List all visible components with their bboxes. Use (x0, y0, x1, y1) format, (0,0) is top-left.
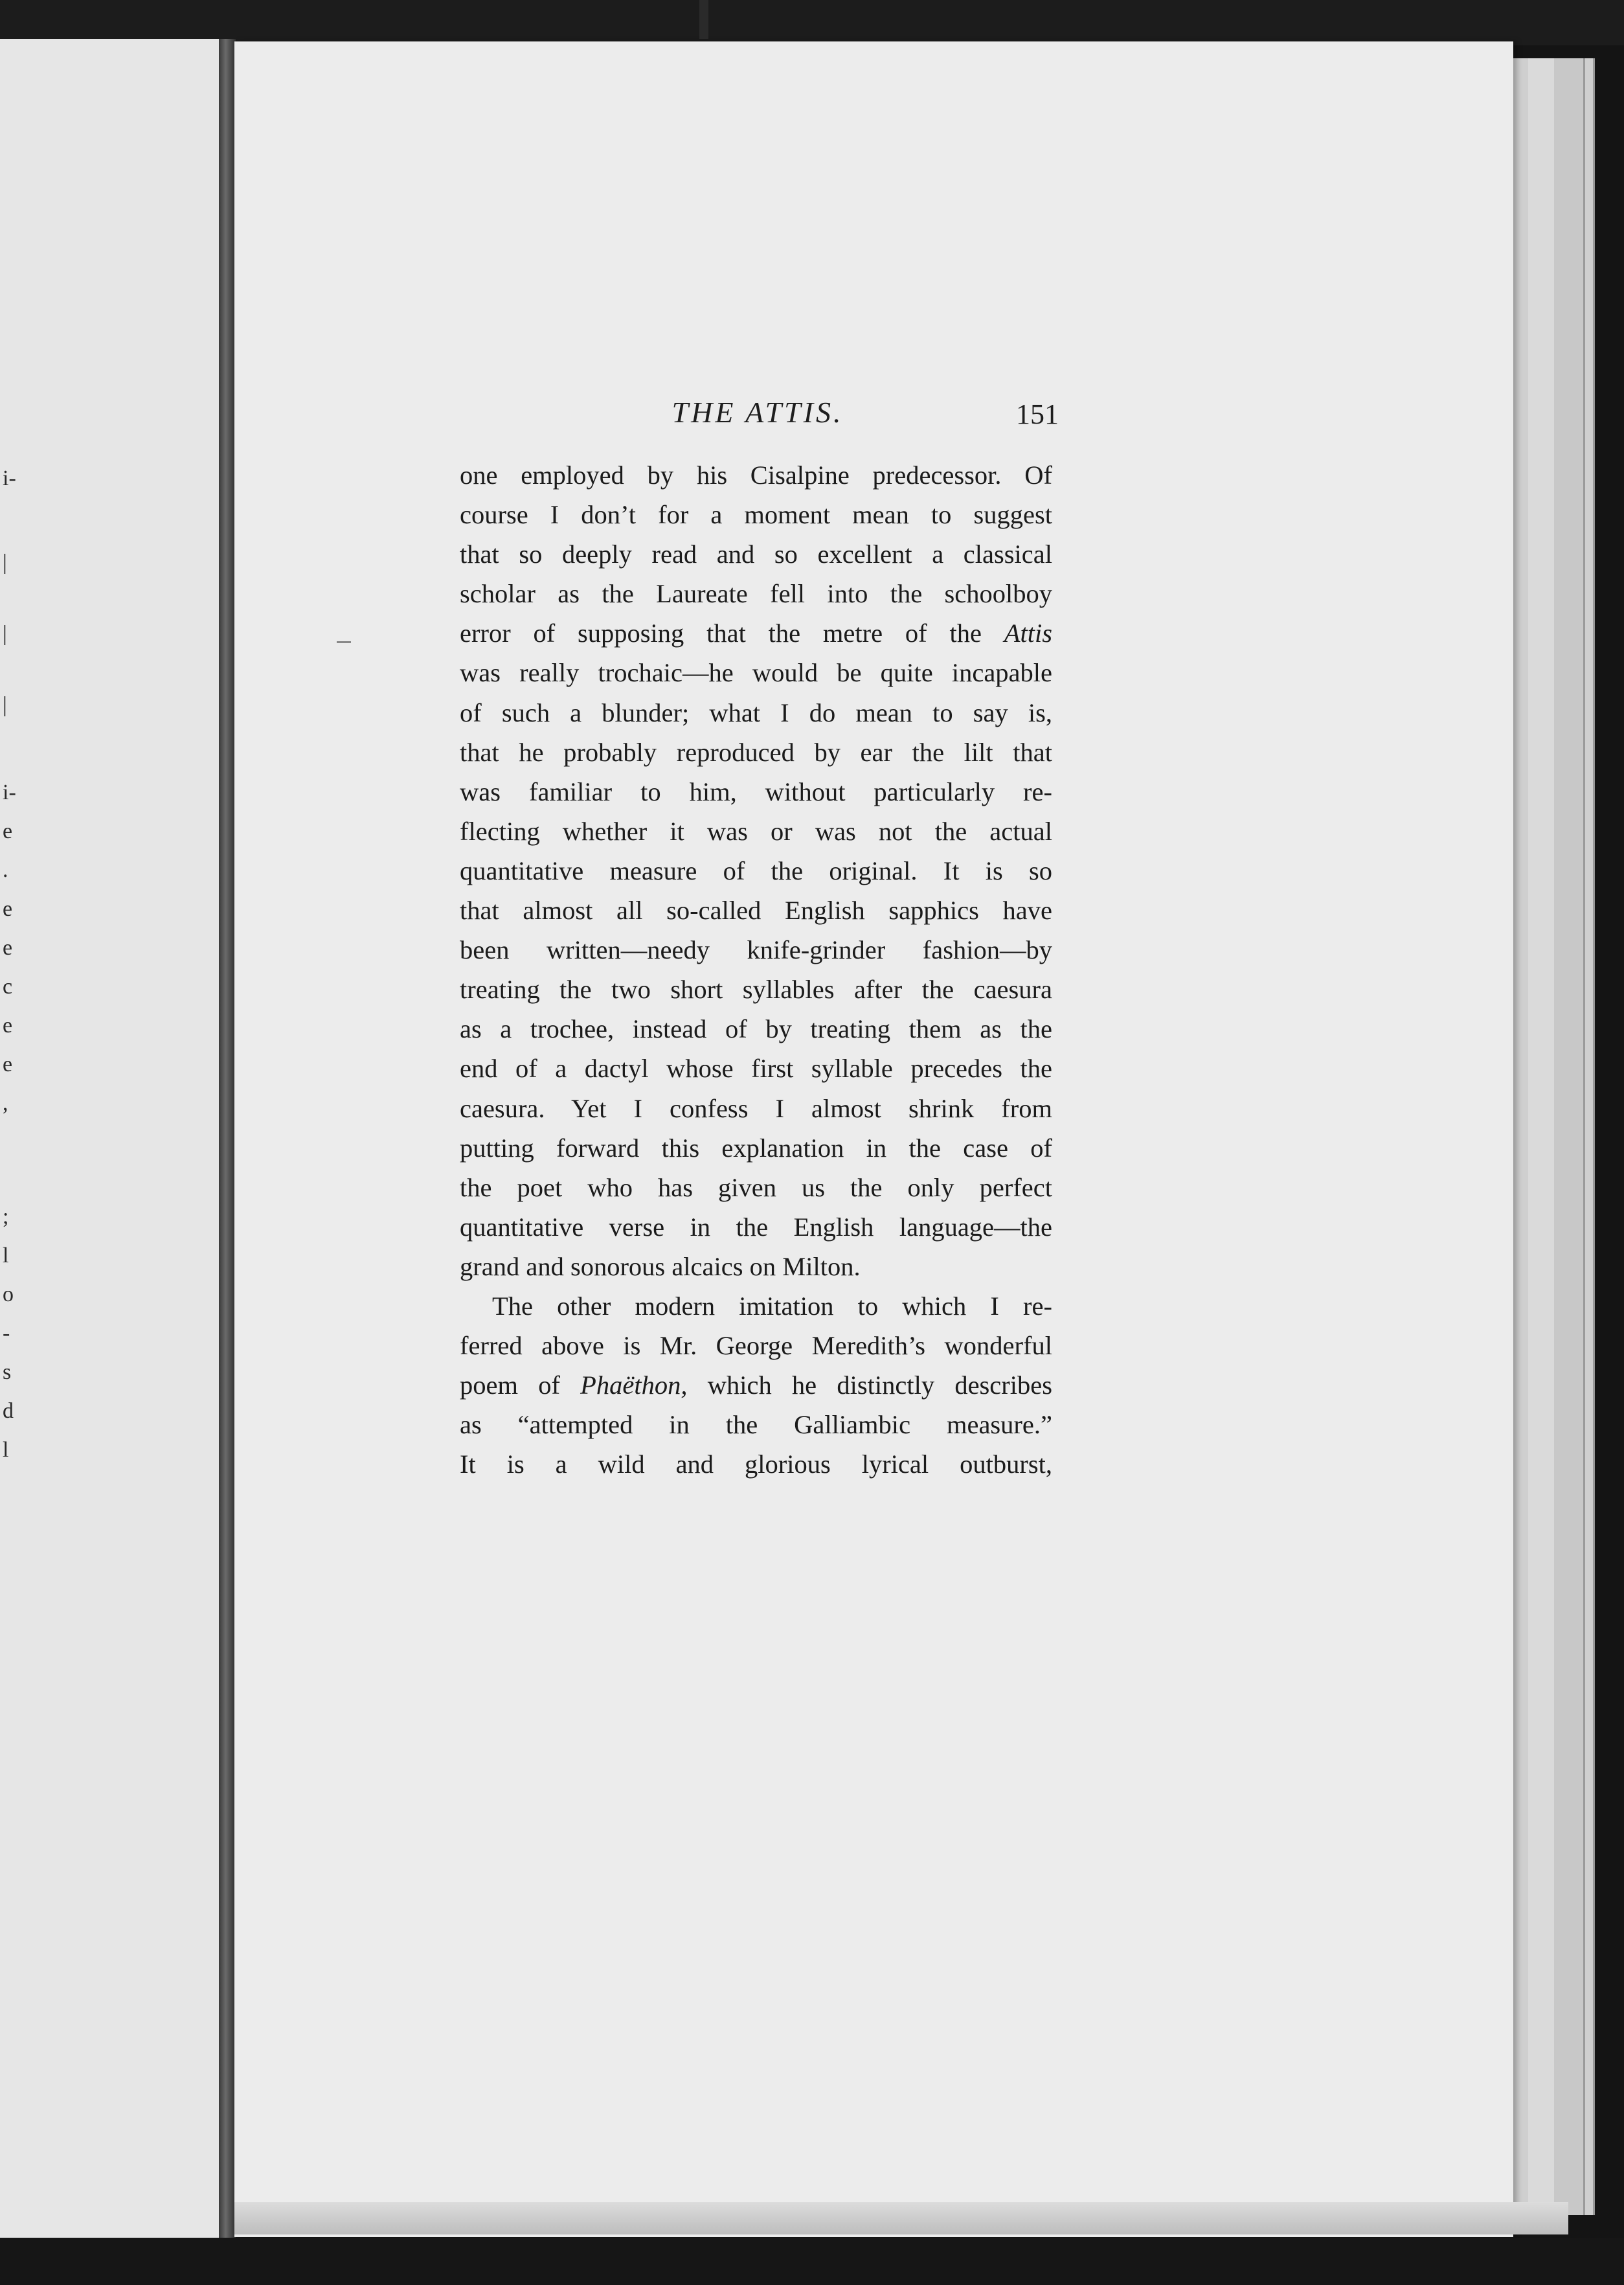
edge-fragment: e (3, 1052, 13, 1076)
page-bottom-edge (234, 2202, 1568, 2234)
text-line: flecting whether it was or was not the actual (460, 816, 1052, 846)
edge-fragment: ; (3, 1205, 9, 1229)
edge-fragment: e (3, 819, 13, 843)
edge-fragment: - (3, 1321, 10, 1345)
text-fragment: which he distinctly describes (687, 1370, 1052, 1400)
text-line: scholar as the Laureate fell into the schoolboy (460, 579, 1052, 609)
edge-fragment: , (3, 1091, 8, 1115)
edge-fragment: i- (3, 780, 16, 804)
edge-fragment: i- (3, 466, 16, 490)
text-line: end of a dactyl whose first syllable precedes the (460, 1054, 1052, 1084)
italic-title: Phaëthon, (580, 1370, 688, 1400)
page-stack-edge (1554, 58, 1585, 2215)
text-line: was familiar to him, without particularly re- (460, 777, 1052, 806)
edge-fragment: | (3, 551, 7, 574)
edge-fragment: o (3, 1282, 14, 1306)
text-line: putting forward this explanation in the case of (460, 1133, 1052, 1163)
page-number: 151 (1016, 398, 1059, 430)
text-fragment: poem of (460, 1370, 581, 1400)
running-title: THE ATTIS. (671, 396, 844, 429)
left-facing-page (0, 39, 220, 2267)
body-text (460, 455, 1052, 1484)
text-line: as a trochee, instead of by treating them as the (460, 1014, 1052, 1044)
edge-fragment: l (3, 1244, 9, 1268)
left-page-edge-fragments (0, 39, 19, 2267)
text-line: course I don’t for a moment mean to suggest (460, 500, 1052, 530)
text-line: It is a wild and glorious lyrical outburst, (460, 1449, 1052, 1479)
text-line: been written—needy knife-grinder fashion—by (460, 935, 1052, 965)
italic-title: Attis (1004, 619, 1052, 648)
running-head (457, 395, 1059, 434)
edge-fragment: . (3, 858, 8, 882)
edge-fragment: l (3, 1438, 9, 1462)
text-line (460, 1365, 1052, 1405)
text-line: quantitative measure of the original. It is so (460, 856, 1052, 885)
text-line: grand and sonorous alcaics on Milton. (460, 1251, 861, 1281)
top-dark-band (0, 0, 1624, 45)
text-fragment: error of supposing that the metre of the (460, 619, 982, 648)
text-line: caesura. Yet I confess I almost shrink from (460, 1093, 1052, 1123)
book-gutter (219, 39, 236, 2267)
text-line: that almost all so-called English sapphics have (460, 896, 1052, 926)
text-line: of such a blunder; what I do mean to say is, (460, 698, 1052, 727)
text-line: treating the two short syllables after the caesura (460, 975, 1052, 1005)
bottom-dark-band (0, 2238, 1624, 2285)
edge-fragment: e (3, 936, 13, 960)
text-line: one employed by his Cisalpine predecessor. Of (460, 460, 1052, 490)
edge-fragment: e (3, 897, 13, 921)
text-line (460, 613, 1052, 653)
edge-fragment: | (3, 622, 7, 646)
text-line: that he probably reproduced by ear the lilt that (460, 737, 1052, 767)
edge-fragment: e (3, 1014, 13, 1038)
text-line: The other modern imitation to which I re- (492, 1291, 1052, 1321)
text-line: as “attempted in the Galliambic measure.” (460, 1410, 1052, 1440)
edge-fragment: c (3, 975, 13, 999)
margin-dash (337, 641, 351, 643)
text-line: quantitative verse in the English language—the (460, 1212, 1052, 1242)
edge-fragment: | (3, 693, 7, 717)
text-line: the poet who has given us the only perfect (460, 1172, 1052, 1202)
text-line: that so deeply read and so excellent a classical (460, 540, 1052, 569)
text-line: ferred above is Mr. George Meredith’s wonderful (460, 1331, 1052, 1361)
edge-fragment: s (3, 1360, 12, 1384)
edge-fragment: d (3, 1399, 14, 1423)
binding-mark (699, 0, 708, 39)
text-line: was really trochaic—he would be quite incapable (460, 658, 1052, 688)
